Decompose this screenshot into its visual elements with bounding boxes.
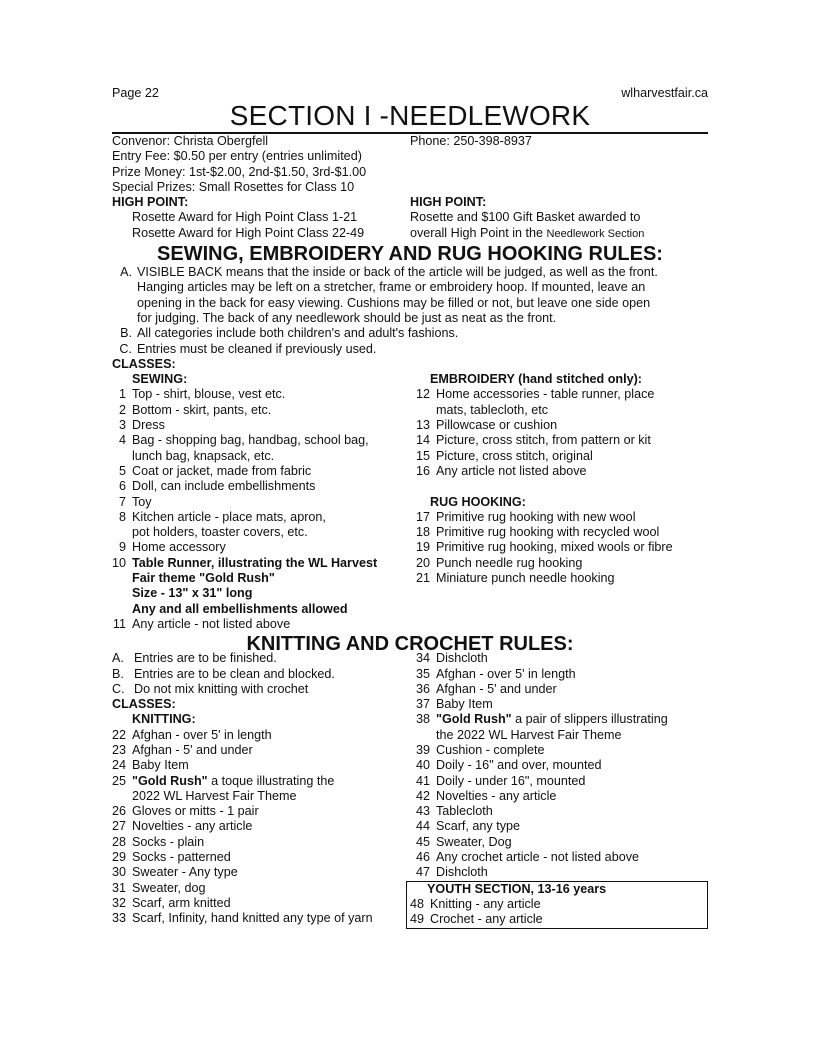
class-item [112, 464, 410, 479]
rule-line: All categories include both children's and adult's fashions. [137, 326, 459, 341]
class-line: Picture, cross stitch, original [436, 448, 593, 463]
class-line: Afghan - 5' and under [132, 742, 253, 757]
class-line [436, 712, 708, 727]
class-number: 13 [415, 418, 430, 433]
class-number: 44 [415, 819, 430, 834]
class-bold-title: "Gold Rush" [436, 712, 512, 727]
youth-section-box [406, 881, 708, 929]
class-number: 35 [415, 666, 430, 681]
rule-text: Do not mix knitting with crochet [134, 681, 309, 696]
class-number: 37 [415, 697, 430, 712]
class-line: Afghan - over 5' in length [436, 666, 576, 681]
class-text [430, 682, 708, 697]
rule-letter: C. [112, 681, 125, 696]
class-number: 4 [118, 433, 126, 448]
class-number: 25 [112, 773, 127, 788]
class-item [112, 495, 410, 510]
class-item [410, 449, 708, 464]
knitting-heading: KNITTING: [132, 712, 196, 727]
class-item [112, 617, 410, 632]
class-line: Baby Item [132, 758, 189, 773]
class-line: Afghan - 5' and under [436, 681, 557, 696]
class-number: 39 [415, 742, 430, 757]
class-text [430, 464, 708, 479]
class-line: Toy [132, 494, 152, 509]
class-line: Dishcloth [436, 865, 488, 880]
rule-line: opening in the back for easy viewing. Cushions may be filled or not, but leave one side open [137, 295, 651, 310]
class-text [126, 835, 410, 850]
sewing-rules-heading: SEWING, EMBROIDERY AND RUG HOOKING RULES: [157, 243, 663, 266]
class-item [410, 789, 708, 804]
rule-line: Entries must be cleaned if previously used. [137, 341, 377, 356]
class-item [410, 712, 708, 743]
class-item [112, 758, 410, 773]
class-line: Any article not listed above [436, 463, 587, 478]
high-point-text: overall High Point in the [410, 225, 547, 240]
class-number: 38 [415, 712, 430, 727]
class-item [410, 835, 708, 850]
class-item [112, 556, 410, 617]
class-text [430, 819, 708, 834]
class-line: pot holders, toaster covers, etc. [132, 525, 308, 540]
class-text [430, 865, 708, 880]
embroidery-classes-list [410, 387, 708, 479]
class-item [410, 697, 708, 712]
class-line: Bag - shopping bag, handbag, school bag, [132, 433, 369, 448]
rule-item [112, 326, 708, 341]
class-number: 26 [112, 804, 127, 819]
class-line: lunch bag, knapsack, etc. [132, 448, 275, 463]
class-text [126, 433, 410, 464]
class-text [126, 850, 410, 865]
class-line: Novelties - any article [132, 819, 253, 834]
class-line: Baby Item [436, 697, 493, 712]
class-number: 30 [112, 865, 127, 880]
class-line: Picture, cross stitch, from pattern or kit [436, 433, 651, 448]
class-text [126, 865, 410, 880]
class-number: 18 [415, 525, 430, 540]
class-item [112, 881, 410, 896]
class-line: Home accessory [132, 540, 226, 555]
class-text [430, 449, 708, 464]
rule-letter: A. [112, 651, 124, 666]
class-item [410, 912, 707, 927]
class-text: Punch needle rug hooking [436, 555, 583, 570]
class-text [126, 911, 410, 926]
high-point-line: Rosette Award for High Point Class 22-49 [132, 225, 365, 240]
class-text: Primitive rug hooking with new wool [436, 509, 636, 524]
class-line: Dress [132, 418, 165, 433]
class-number: 23 [112, 742, 127, 757]
class-text [126, 743, 410, 758]
class-item [112, 865, 410, 880]
class-item [410, 571, 708, 586]
class-line: Scarf, any type [436, 819, 520, 834]
class-line: Any article - not listed above [132, 616, 291, 631]
convenor: Convenor: Christa Obergfell [112, 134, 269, 148]
document-page [112, 86, 708, 929]
class-line: mats, tablecloth, etc [436, 402, 548, 417]
high-point-heading: HIGH POINT: [410, 195, 487, 210]
class-item [112, 433, 410, 464]
rule-letter: B. [112, 666, 124, 681]
class-number: 33 [112, 911, 127, 926]
class-number: 14 [415, 433, 430, 448]
class-line: Any and all embellishments allowed [132, 601, 348, 616]
knitting-classes-list [112, 728, 410, 927]
class-item [410, 651, 708, 666]
rule-item [112, 342, 708, 357]
class-line: Afghan - over 5' in length [132, 727, 272, 742]
class-line: Bottom - skirt, pants, etc. [132, 402, 272, 417]
class-line: Gloves or mitts - 1 pair [132, 804, 259, 819]
phone: Phone: 250-398-8937 [410, 134, 532, 148]
class-item [112, 540, 410, 555]
class-number: 19 [415, 540, 430, 555]
class-text [126, 804, 410, 819]
class-number: 5 [118, 463, 126, 478]
class-number: 36 [415, 681, 430, 696]
class-number: 9 [118, 540, 126, 555]
class-text [430, 712, 708, 743]
rule-text [132, 342, 708, 357]
special-prizes: Special Prizes: Small Rosettes for Class 10 [112, 179, 355, 194]
class-number: 43 [415, 804, 430, 819]
class-item [112, 911, 410, 926]
class-text [430, 850, 708, 865]
classes-label: CLASSES: [112, 356, 176, 371]
class-text [430, 697, 708, 712]
prize-money: Prize Money: 1st-$2.00, 2nd-$1.50, 3rd-$1.00 [112, 164, 367, 179]
youth-classes-list [410, 897, 707, 928]
class-number: 34 [415, 651, 430, 666]
class-line: Novelties - any article [436, 788, 557, 803]
sewing-classes-block [112, 372, 708, 632]
class-text [126, 881, 410, 896]
class-item [410, 667, 708, 682]
class-number: 48 [410, 896, 425, 911]
class-line: Doll, can include embellishments [132, 479, 316, 494]
class-item [410, 850, 708, 865]
class-number: 46 [415, 850, 430, 865]
class-line: Sweater - Any type [132, 865, 238, 880]
sewing-column [112, 372, 410, 632]
class-line-rest: a pair of slippers illustrating [511, 712, 668, 727]
class-item [112, 510, 410, 541]
class-line: 2022 WL Harvest Fair Theme [132, 788, 297, 803]
section-title: SECTION I -NEEDLEWORK [112, 101, 708, 134]
class-line: Dishcloth [436, 651, 488, 666]
class-text [126, 758, 410, 773]
class-item [410, 525, 708, 540]
rule-line: for judging. The back of any needlework should be just as neat as the front. [137, 310, 557, 325]
class-text [430, 418, 708, 433]
class-text: Miniature punch needle hooking [436, 571, 615, 586]
class-number: 27 [112, 819, 127, 834]
class-line: Size - 13" x 31" long [132, 586, 253, 601]
class-bold-title: "Gold Rush" [132, 773, 208, 788]
class-line: Scarf, arm knitted [132, 895, 231, 910]
class-number: 10 [112, 555, 127, 570]
embroidery-column [410, 372, 708, 632]
class-text: Primitive rug hooking with recycled wool [436, 525, 660, 540]
class-number: 42 [415, 788, 430, 803]
class-number: 28 [112, 834, 127, 849]
class-item [410, 556, 708, 571]
high-point-section-name: Needlework Section [546, 227, 645, 240]
class-number: 22 [112, 727, 127, 742]
class-number: 7 [118, 494, 126, 509]
class-text [430, 387, 708, 418]
class-number: 49 [410, 912, 425, 927]
youth-section-heading: YOUTH SECTION, 13-16 years [427, 881, 607, 896]
class-number: 1 [118, 387, 126, 402]
rug-hooking-heading: RUG HOOKING: [430, 494, 526, 509]
high-point-line [410, 226, 708, 242]
rule-item [112, 667, 410, 682]
class-text [430, 651, 708, 666]
class-line: Socks - plain [132, 834, 205, 849]
sewing-rules-list [112, 265, 708, 357]
class-text [430, 433, 708, 448]
class-text [126, 418, 410, 433]
class-text: Primitive rug hooking, mixed wools or fibre [436, 540, 673, 555]
high-point-line: Rosette and $100 Gift Basket awarded to [410, 210, 641, 225]
class-line: Cushion - complete [436, 742, 545, 757]
class-number: 15 [415, 448, 430, 463]
class-item [112, 743, 410, 758]
class-text [126, 819, 410, 834]
class-number: 47 [415, 865, 430, 880]
class-text [126, 896, 410, 911]
class-line: Socks - patterned [132, 850, 231, 865]
rule-letter: A. [120, 265, 132, 280]
rule-text: Entries are to be finished. [134, 651, 277, 666]
class-text [126, 540, 410, 555]
class-item [112, 728, 410, 743]
high-point-line: Rosette Award for High Point Class 1-21 [132, 210, 358, 225]
class-item [112, 387, 410, 402]
rule-text [132, 265, 708, 326]
classes-label: CLASSES: [112, 697, 176, 712]
class-number: 17 [415, 509, 430, 524]
high-point-block [112, 195, 708, 242]
rule-text [132, 326, 708, 341]
entry-fee: Entry Fee: $0.50 per entry (entries unlimited) [112, 149, 362, 164]
rug-classes-list [410, 510, 708, 586]
class-item [410, 387, 708, 418]
class-item [112, 804, 410, 819]
class-item [410, 743, 708, 758]
class-number: 8 [118, 509, 126, 524]
class-number: 24 [112, 758, 127, 773]
class-item [410, 774, 708, 789]
class-item [112, 403, 410, 418]
high-point-left [112, 195, 410, 242]
rule-letter: B. [120, 326, 132, 341]
class-line: Fair theme "Gold Rush" [132, 571, 275, 586]
class-text [126, 617, 410, 632]
class-text [430, 804, 708, 819]
class-line: Kitchen article - place mats, apron, [132, 509, 326, 524]
high-point-right [410, 195, 708, 242]
class-line-rest: a toque illustrating the [207, 773, 335, 788]
class-item [410, 819, 708, 834]
class-item [112, 418, 410, 433]
class-number: 11 [112, 616, 126, 631]
class-text [430, 835, 708, 850]
class-item [410, 540, 708, 555]
class-item [112, 479, 410, 494]
page-header [112, 86, 708, 101]
class-number: 40 [415, 758, 430, 773]
rule-item [112, 682, 410, 697]
class-item [410, 758, 708, 773]
embroidery-heading: EMBROIDERY (hand stitched only): [430, 372, 643, 387]
class-text [430, 774, 708, 789]
knitting-rules-heading: KNITTING AND CROCHET RULES: [246, 633, 574, 656]
class-text [126, 556, 410, 617]
class-line: Scarf, Infinity, hand knitted any type of yarn [132, 911, 373, 926]
class-text [126, 495, 410, 510]
class-item [410, 865, 708, 880]
class-text: Knitting - any article [430, 896, 541, 911]
class-number: 29 [112, 850, 127, 865]
page-number: Page 22 [112, 86, 159, 100]
class-text [126, 728, 410, 743]
class-line: Tablecloth [436, 804, 493, 819]
class-item [112, 850, 410, 865]
class-line: Sweater, Dog [436, 834, 512, 849]
class-text [126, 387, 410, 402]
rule-item [112, 265, 708, 326]
class-line: Coat or jacket, made from fabric [132, 463, 312, 478]
class-text: Crochet - any article [430, 912, 543, 927]
class-item [112, 819, 410, 834]
website-link: wlharvestfair.ca [621, 86, 708, 100]
crochet-column [410, 651, 708, 928]
class-item [410, 897, 707, 912]
crochet-classes-list [410, 651, 708, 880]
class-item [410, 804, 708, 819]
class-text [430, 743, 708, 758]
sewing-heading: SEWING: [132, 372, 188, 387]
class-text [430, 789, 708, 804]
class-line: Home accessories - table runner, place [436, 387, 655, 402]
class-number: 16 [415, 463, 430, 478]
class-line [132, 774, 410, 789]
class-text [430, 758, 708, 773]
high-point-heading: HIGH POINT: [112, 195, 189, 210]
class-line: Any crochet article - not listed above [436, 850, 640, 865]
class-number: 3 [118, 418, 126, 433]
class-item [410, 682, 708, 697]
class-number: 32 [112, 895, 127, 910]
class-number: 31 [112, 880, 127, 895]
class-item [410, 433, 708, 448]
class-number: 6 [118, 479, 126, 494]
class-line: Doily - under 16", mounted [436, 773, 586, 788]
class-text [126, 774, 410, 805]
class-number: 45 [415, 834, 430, 849]
rule-line: VISIBLE BACK means that the inside or back of the article will be judged, as well as the front. [137, 265, 658, 280]
class-text [126, 403, 410, 418]
class-text [126, 479, 410, 494]
class-text [126, 510, 410, 541]
class-number: 12 [415, 387, 430, 402]
class-number: 20 [415, 555, 430, 570]
class-line: the 2022 WL Harvest Fair Theme [436, 727, 622, 742]
class-line: Top - shirt, blouse, vest etc. [132, 387, 286, 402]
convenor-row [112, 134, 708, 149]
class-item [410, 510, 708, 525]
sewing-classes-list [112, 387, 410, 632]
class-number: 21 [415, 571, 430, 586]
class-item [112, 835, 410, 850]
class-line: Doily - 16" and over, mounted [436, 758, 602, 773]
class-number: 41 [415, 773, 430, 788]
class-item [410, 464, 708, 479]
knitting-left-column [112, 651, 410, 928]
class-item [112, 774, 410, 805]
knitting-rules-list [112, 651, 410, 697]
knitting-block [112, 651, 708, 928]
class-text [430, 667, 708, 682]
class-line: Pillowcase or cushion [436, 418, 558, 433]
rule-item [112, 651, 410, 666]
rule-text: Entries are to be clean and blocked. [134, 666, 335, 681]
rule-letter: C. [119, 341, 132, 356]
class-line: Table Runner, illustrating the WL Harvest [132, 555, 378, 570]
class-line: Sweater, dog [132, 880, 206, 895]
rule-line: Hanging articles may be left on a stretcher, frame or embroidery hoop. If mounted, leave an [137, 280, 646, 295]
class-number: 2 [118, 402, 126, 417]
class-item [112, 896, 410, 911]
class-item [410, 418, 708, 433]
class-text [126, 464, 410, 479]
